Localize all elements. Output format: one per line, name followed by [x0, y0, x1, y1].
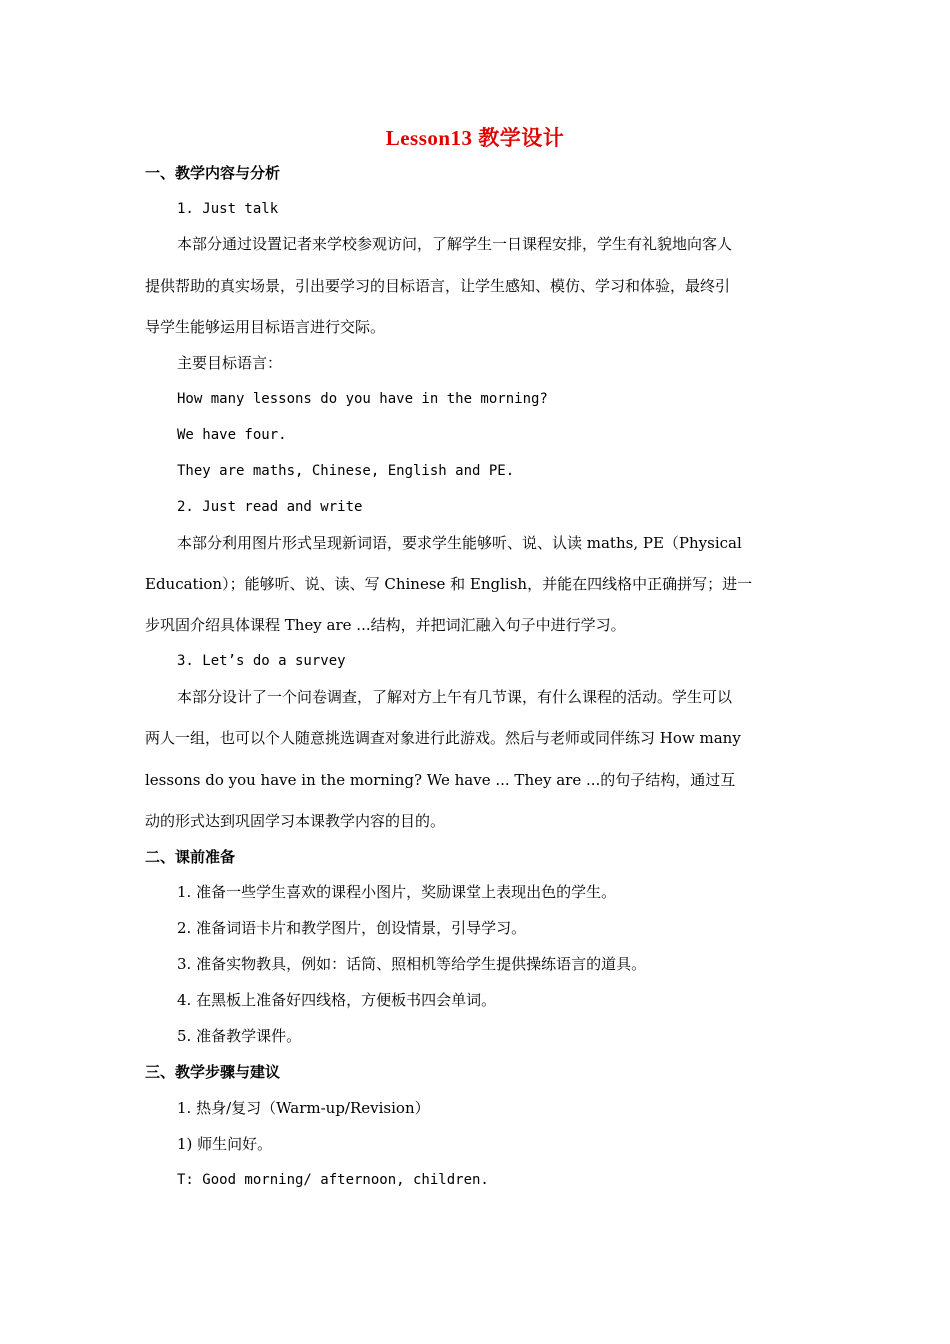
item-title-warm-up: 1. 热身/复习（Warm-up/Revision）: [177, 1099, 430, 1117]
paragraph-line: 动的形式达到巩固学习本课教学内容的目的。: [145, 812, 446, 830]
paragraph-line: 本部分设计了一个问卷调查，了解对方上午有几节课，有什么课程的活动。学生可以: [177, 688, 733, 706]
list-item: 3. 准备实物教具，例如：话筒、照相机等给学生提供操练语言的道具。: [177, 955, 647, 973]
paragraph-line: 提供帮助的真实场景，引出要学习的目标语言，让学生感知、模仿、学习和体验，最终引: [145, 277, 731, 295]
item-title-read-and-write: 2. Just read and write: [177, 499, 363, 515]
item-title-survey: 3. Let’s do a survey: [177, 653, 346, 669]
list-item: 2. 准备词语卡片和教学图片，创设情景，引导学习。: [177, 919, 527, 937]
section-heading-preparation: 二、课前准备: [145, 848, 236, 866]
item-title-just-talk: 1. Just talk: [177, 201, 279, 217]
section-heading-content-analysis: 一、教学内容与分析: [145, 164, 281, 182]
target-language-sentence: How many lessons do you have in the morning?: [177, 391, 548, 407]
list-item: 5. 准备教学课件。: [177, 1027, 302, 1045]
paragraph-line: 本部分通过设置记者来学校参观访问，了解学生一日课程安排，学生有礼貌地向客人: [177, 235, 733, 253]
paragraph-line: lessons do you have in the morning? We have ... They are ...的句子结构，通过互: [145, 771, 736, 789]
target-language-label: 主要目标语言：: [177, 354, 283, 372]
step-line: 1) 师生问好。: [177, 1135, 273, 1153]
dialog-line: T: Good morning/ afternoon, children.: [177, 1172, 489, 1188]
paragraph-line: 两人一组，也可以个人随意挑选调查对象进行此游戏。然后与老师或同伴练习 How many: [145, 729, 741, 747]
paragraph-line: 导学生能够运用目标语言进行交际。: [145, 318, 386, 336]
document-title: Lesson13 教学设计: [385, 126, 565, 150]
target-language-sentence: They are maths, Chinese, English and PE.: [177, 463, 515, 479]
paragraph-line: 步巩固介绍具体课程 They are ...结构，并把词汇融入句子中进行学习。: [145, 616, 626, 634]
section-heading-teaching-steps: 三、教学步骤与建议: [145, 1063, 281, 1081]
paragraph-line: 本部分利用图片形式呈现新词语，要求学生能够听、说、认读 maths, PE（Physical: [177, 534, 742, 552]
list-item: 4. 在黑板上准备好四线格，方便板书四会单词。: [177, 991, 497, 1009]
paragraph-line: Education）；能够听、说、读、写 Chinese 和 English，并能在四线格中正确拼写；进一: [145, 575, 753, 593]
list-item: 1. 准备一些学生喜欢的课程小图片，奖励课堂上表现出色的学生。: [177, 883, 617, 901]
target-language-sentence: We have four.: [177, 427, 287, 443]
